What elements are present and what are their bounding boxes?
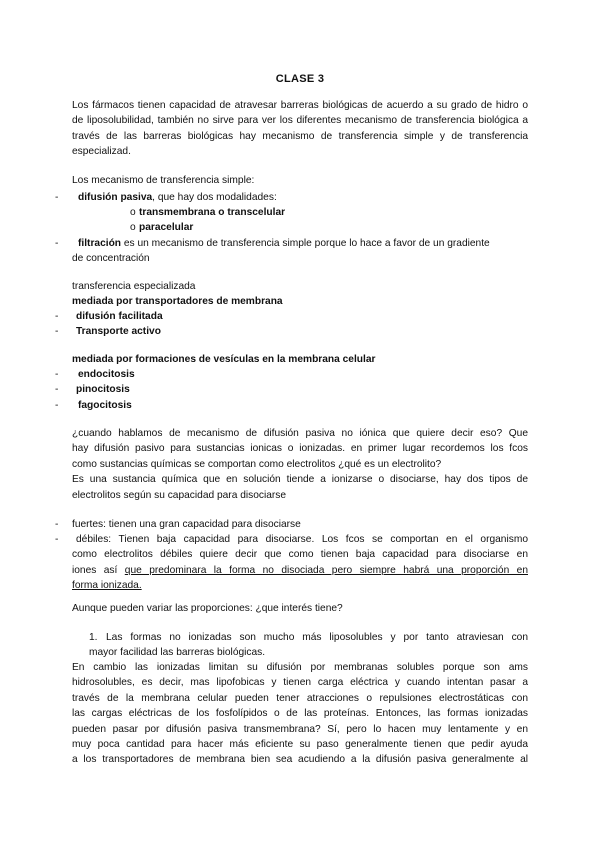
filtracion-desc-cont: de concentración <box>72 253 150 264</box>
text-line: a los transportadores de membrana bien sea acudiendo a la difusión pasiva generalmente al <box>72 754 528 766</box>
debiles-underlined: que predominara la forma no disociada pero siempre habrá una proporción en <box>124 564 528 576</box>
dash-bullet: - <box>55 311 59 322</box>
item-pinocitosis: pinocitosis <box>76 384 130 395</box>
vesiculas-heading: mediada por formaciones de vesículas en la membrana celular <box>72 354 376 365</box>
sub-item-paracelular: paracelular <box>139 222 194 233</box>
item-difusion-facilitada: difusión facilitada <box>76 311 163 322</box>
pasiva-desc: , que hay dos modalidades: <box>152 192 277 203</box>
transportadores-heading: mediada por transportadores de membrana <box>72 296 283 307</box>
text-line: hidrosolubles, es decir, mas lipofobicas y tienen carga eléctrica y cuando intentan pasar a <box>72 677 528 689</box>
question-paragraph <box>72 426 528 503</box>
filtracion-desc: es un mecanismo de transferencia simple porque lo hace a favor de un gradiente <box>121 238 490 249</box>
dash-bullet: - <box>55 400 59 411</box>
text-line: ¿cuando hablamos de mecanismo de difusión pasiva no iónica que quiere decir eso? Que <box>72 428 528 439</box>
item-endocitosis: endocitosis <box>78 369 135 380</box>
dash-bullet: - <box>55 192 59 203</box>
intro-paragraph: Los fármacos tienen capacidad de atravesar barreras biológicas de acuerdo a su grado de hidro o de liposolubilidad, también no sirve para ver los diferentes mecanismo de transferencia biológica a través de las barreras biológicas hay mecanismo de transferencia simple y de transferencia especializad. <box>72 100 528 158</box>
filtracion-term: filtración <box>78 238 122 249</box>
list-number: 1. <box>89 632 98 643</box>
debiles-underlined-end: forma ionizada. <box>72 580 142 592</box>
text-line: Las formas no ionizadas son mucho más liposolubles y por tanto atraviesan con <box>106 632 528 643</box>
dash-bullet: - <box>55 238 59 249</box>
text-line: pueden pasar por difusión pasiva transmembrana? Sí, pero lo hacen muy lentamente y en <box>72 723 528 735</box>
dash-bullet: - <box>55 534 59 545</box>
text-line: través de la membrana celular pueden tener atracciones o repulsiones electrostáticas con <box>72 692 528 704</box>
simple-heading: Los mecanismo de transferencia simple: <box>72 175 255 186</box>
circle-bullet: o <box>130 207 136 218</box>
filtracion-item <box>78 236 490 251</box>
dash-bullet: - <box>55 384 59 395</box>
text-line: muy poca cantidad para hacer más eficiente su paso generalmente tienen que pedir ayuda <box>72 739 528 751</box>
dash-bullet: - <box>55 519 59 530</box>
numbered-item-cont: mayor facilidad las barreras biológicas. <box>89 647 266 658</box>
dash-bullet: - <box>55 369 59 380</box>
circle-bullet: o <box>130 222 136 233</box>
proporciones-text: Aunque pueden variar las proporciones: ¿que interés tiene? <box>72 603 343 614</box>
text-line: Es una sustancia química que en solución tiende a ionizarse o disociarse, hay dos tipos de <box>72 474 528 486</box>
text-line: como sustancias químicas se comportan como electrolitos ¿qué es un electrolito? <box>72 458 442 470</box>
text-line: las cargas eléctricas de los fosfolípidos o de las proteínas. Entonces, las formas ionizadas <box>72 708 528 720</box>
especializada-heading: transferencia especializada <box>72 281 196 292</box>
text-line: electrolitos según su capacidad para disociarse <box>72 489 287 501</box>
pasiva-item <box>78 190 277 205</box>
text-line: hay difusión pasivo para sustancias ionicas o ionizadas. en primer lugar recordemos los fcos <box>72 443 528 455</box>
item-fagocitosis: fagocitosis <box>78 400 132 411</box>
final-paragraph <box>72 660 528 768</box>
debiles-item <box>72 532 528 594</box>
text-line: débiles: Tienen baja capacidad para disociarse. Los fcos se comportan en el organismo <box>76 534 528 545</box>
item-transporte-activo: Transporte activo <box>76 326 161 337</box>
pasiva-term: difusión pasiva <box>78 192 153 203</box>
page-title: CLASE 3 <box>275 73 325 85</box>
text-line <box>72 563 528 578</box>
text-line: como electrolitos débiles quiere decir que como tienen baja capacidad para disociarse en <box>72 549 528 561</box>
debiles-plain: iones así <box>72 564 125 576</box>
numbered-item <box>106 630 528 645</box>
sub-item-transmembrana: transmembrana o transcelular <box>139 207 286 218</box>
text-line: En cambio las ionizadas limitan su difusión por membranas solubles porque son ams <box>72 662 528 673</box>
dash-bullet: - <box>55 326 59 337</box>
fuertes-item: fuertes: tienen una gran capacidad para disociarse <box>72 519 301 530</box>
